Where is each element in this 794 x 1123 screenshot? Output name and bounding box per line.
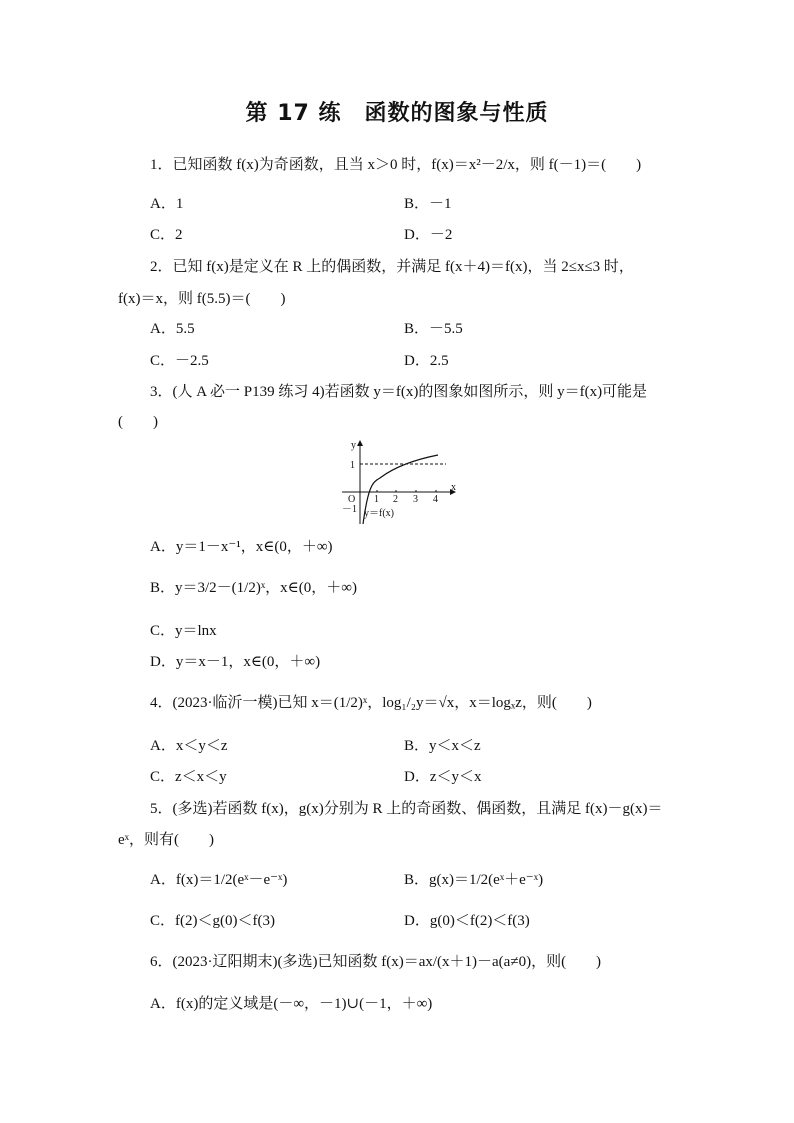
q4-option-d[interactable]: D．z＜y＜x <box>404 769 482 785</box>
q2-option-d[interactable]: D．2.5 <box>404 353 449 369</box>
q2-stem-line1: 2．已知 f(x)是定义在 R 上的偶函数，并满足 f(x＋4)＝f(x)，当 2≤x≤3 时， <box>150 259 634 275</box>
q3-option-a[interactable]: A．y＝1－x⁻¹，x∈(0，＋∞) <box>150 539 333 555</box>
q4-option-b[interactable]: B．y＜x＜z <box>404 738 481 754</box>
q4-stem: 4．(2023·临沂一模)已知 x＝(1/2)ˣ，log₁/₂y＝√x，x＝logₓz，则( ) <box>150 695 592 711</box>
q1-option-a[interactable]: A．1 <box>150 196 184 212</box>
q3-option-b[interactable]: B．y＝3/2－(1/2)ˣ，x∈(0，＋∞) <box>150 580 357 596</box>
q5-option-b[interactable]: B．g(x)＝1/2(eˣ＋e⁻ˣ) <box>404 872 544 888</box>
q6-stem: 6．(2023·辽阳期末)(多选)已知函数 f(x)＝ax/(x＋1)－a(a≠0)，则( ) <box>150 954 602 970</box>
q3-stem-line2: ( ) <box>118 414 158 430</box>
q2-option-a[interactable]: A．5.5 <box>150 321 195 337</box>
q5-stem-line2: eˣ，则有( ) <box>118 832 214 848</box>
page-title: 第 17 练 函数的图象与性质 <box>245 101 549 126</box>
q3-option-c[interactable]: C．y＝lnx <box>150 623 217 639</box>
q4-option-a[interactable]: A．x＜y＜z <box>150 738 228 754</box>
y-axis-label: y <box>351 440 356 451</box>
q5-option-c[interactable]: C．f(2)＜g(0)＜f(3) <box>150 913 275 929</box>
q1-option-b[interactable]: B．－1 <box>404 196 452 212</box>
y-axis-arrow <box>357 440 363 446</box>
x-tick-label-4: 4 <box>433 494 438 505</box>
q2-option-c[interactable]: C．－2.5 <box>150 353 209 369</box>
function-graph <box>338 438 458 528</box>
y-tick-label-neg1: －1 <box>342 504 357 515</box>
q1-option-c[interactable]: C．2 <box>150 227 183 243</box>
q5-option-d[interactable]: D．g(0)＜f(2)＜f(3) <box>404 913 530 929</box>
q1-option-d[interactable]: D．－2 <box>404 227 453 243</box>
origin-label: O <box>348 494 356 505</box>
y-tick-label-1: 1 <box>350 460 355 471</box>
q3-option-d[interactable]: D．y＝x－1，x∈(0，＋∞) <box>150 654 321 670</box>
q5-option-a[interactable]: A．f(x)＝1/2(eˣ－e⁻ˣ) <box>150 872 288 888</box>
x-tick-label-2: 2 <box>393 494 398 505</box>
x-tick-label-1: 1 <box>374 494 379 505</box>
q2-option-b[interactable]: B．－5.5 <box>404 321 463 337</box>
q4-option-c[interactable]: C．z＜x＜y <box>150 769 227 785</box>
q6-option-a[interactable]: A．f(x)的定义域是(－∞，－1)∪(－1，＋∞) <box>150 996 433 1012</box>
q5-stem-line1: 5．(多选)若函数 f(x)，g(x)分别为 R 上的奇函数、偶函数，且满足 f(x)－g(x)＝ <box>150 801 663 817</box>
x-tick-label-3: 3 <box>413 494 418 505</box>
q3-stem-line1: 3．(人 A 必一 P139 练习 4)若函数 y＝f(x)的图象如图所示，则 y＝f(x)可能是 <box>150 384 648 400</box>
x-axis-label: x <box>451 482 456 493</box>
curve-label: y＝f(x) <box>364 508 394 519</box>
q1-stem: 1．已知函数 f(x)为奇函数，且当 x＞0 时，f(x)＝x²－2/x，则 f(－1)＝( ) <box>150 157 642 173</box>
q2-stem-line2: f(x)＝x，则 f(5.5)＝( ) <box>118 291 286 307</box>
